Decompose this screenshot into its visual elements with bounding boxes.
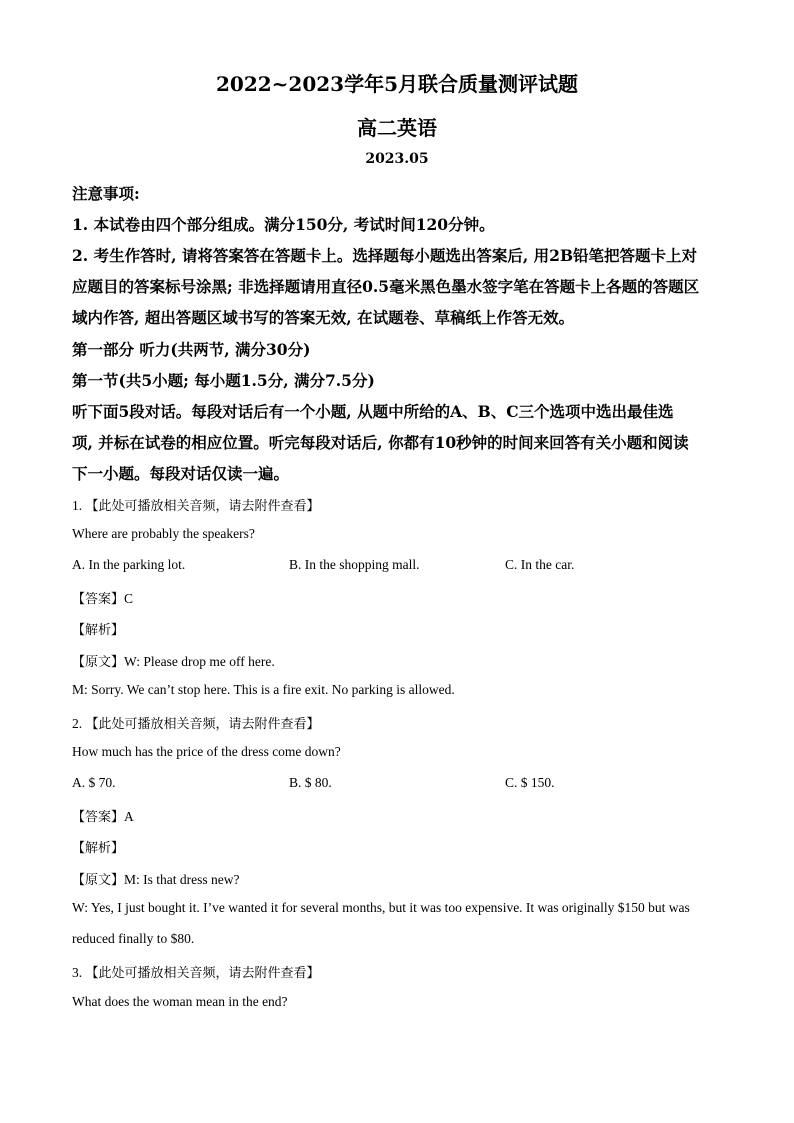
question-2-audio[interactable] (72, 713, 320, 732)
notes-item-2-line-3: 域内作答, 超出答题区域书写的答案无效, 在试题卷、草稿纸上作答无效。 (72, 308, 575, 327)
notes-heading: 注意事项: (72, 184, 140, 203)
question-1-answer (72, 588, 133, 607)
question-2-option-a[interactable]: A. $ 70. (72, 775, 116, 790)
question-3-text: What does the woman mean in the end? (72, 994, 288, 1009)
exam-date: 2023.05 (365, 151, 429, 167)
question-2-option-c[interactable]: C. $ 150. (505, 775, 555, 790)
question-1-option-b[interactable]: B. In the shopping mall. (289, 557, 420, 572)
audio-placeholder[interactable]: 【此处可播放相关音频，请去附件查看】 (85, 966, 320, 981)
question-1-audio[interactable] (72, 495, 320, 514)
question-number: 2. (72, 716, 83, 731)
exam-subject: 高二英语 (357, 116, 437, 140)
question-2-transcript-1 (72, 869, 240, 888)
exam-title: 2022~2023学年5月联合质量测评试题 (215, 72, 578, 96)
notes-item-2-line-1: 2. 考生作答时, 请将答案答在答题卡上。选择题每小题选出答案后, 用2B铅笔把答题卡上对 (72, 246, 698, 265)
transcript-line: M: Is that dress new? (124, 872, 240, 887)
notes-item-1: 1. 本试卷由四个部分组成。满分150分, 考试时间120分钟。 (72, 215, 495, 234)
transcript-line: W: Please drop me off here. (124, 654, 275, 669)
answer-value: C (124, 591, 134, 606)
question-2-answer (72, 806, 134, 825)
question-2-option-b[interactable]: B. $ 80. (289, 775, 332, 790)
question-1-transcript-1 (72, 651, 275, 670)
question-1-transcript-2: M: Sorry. We can’t stop here. This is a fire exit. No parking is allowed. (72, 682, 455, 697)
question-1-option-c[interactable]: C. In the car. (505, 557, 575, 572)
instructions-line-2: 项, 并标在试卷的相应位置。听完每段对话后, 你都有10秒钟的时间来回答有关小题和阅读 (72, 433, 689, 452)
answer-value: A (124, 809, 134, 824)
original-label: 【原文】 (72, 655, 125, 670)
instructions-line-3: 下一小题。每段对话仅读一遍。 (72, 464, 290, 483)
part-one-heading: 第一部分 听力(共两节, 满分30分) (72, 340, 311, 359)
instructions-line-1: 听下面5段对话。每段对话后有一个小题, 从题中所给的A、B、C三个选项中选出最佳选 (72, 402, 674, 421)
audio-placeholder[interactable]: 【此处可播放相关音频，请去附件查看】 (85, 717, 320, 732)
question-1-analysis-label: 【解析】 (72, 623, 125, 638)
notes-item-2-line-2: 应题目的答案标号涂黑; 非选择题请用直径0.5毫米黑色墨水签字笔在答题卡上各题的答题区 (72, 277, 700, 296)
question-2-analysis-label: 【解析】 (72, 841, 125, 856)
question-3-audio[interactable] (72, 962, 320, 981)
original-label: 【原文】 (72, 873, 125, 888)
answer-label: 【答案】 (72, 810, 125, 825)
question-1-text: Where are probably the speakers? (72, 526, 255, 541)
answer-label: 【答案】 (72, 592, 125, 607)
section-one-heading: 第一节(共5小题; 每小题1.5分, 满分7.5分) (72, 371, 375, 390)
question-number: 1. (72, 498, 83, 513)
question-1-option-a[interactable]: A. In the parking lot. (72, 557, 186, 572)
question-2-text: How much has the price of the dress come down? (72, 744, 341, 759)
question-number: 3. (72, 965, 83, 980)
question-2-transcript-2: W: Yes, I just bought it. I’ve wanted it for several months, but it was too expensive. It was originally $150 but was (72, 900, 690, 915)
question-2-transcript-3: reduced finally to $80. (72, 931, 195, 946)
audio-placeholder[interactable]: 【此处可播放相关音频，请去附件查看】 (85, 499, 320, 514)
